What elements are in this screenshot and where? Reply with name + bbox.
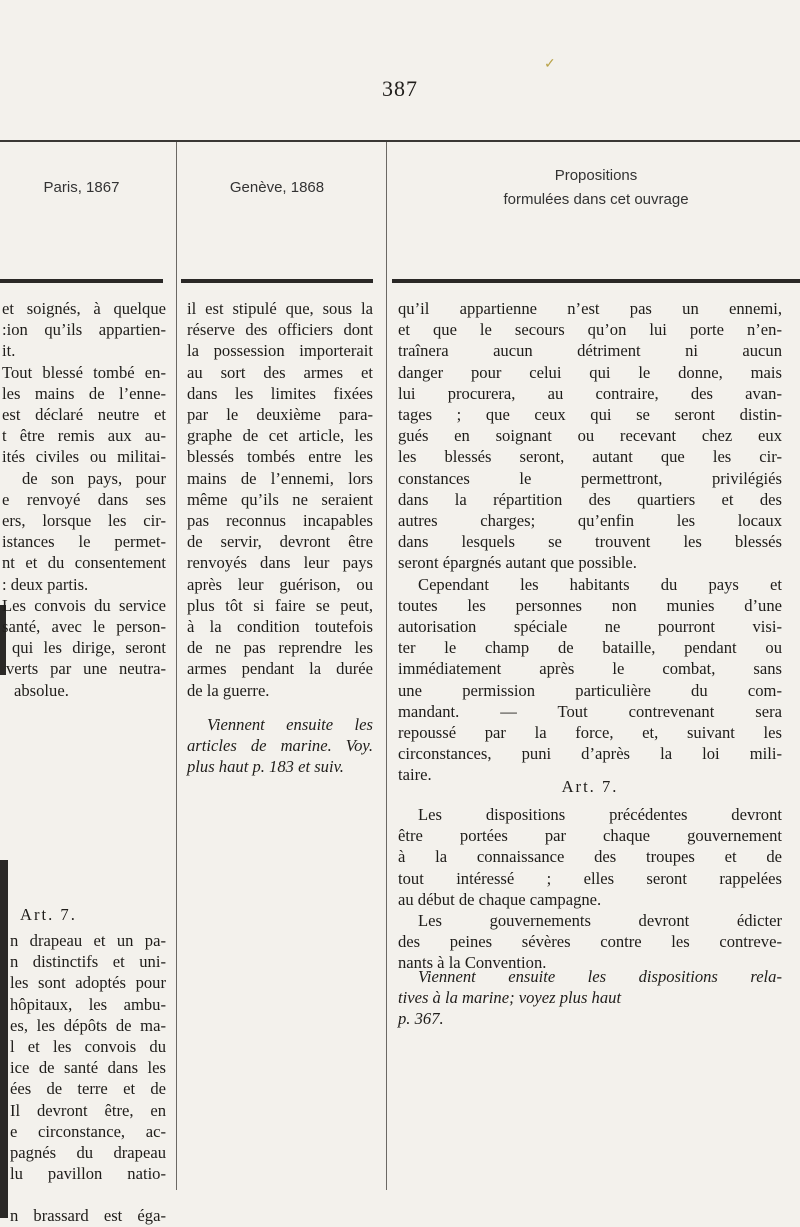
col1-line: e circonstance, ac- [10,1121,166,1141]
pen-mark: ✓ [544,57,556,72]
col1-header: Paris, 1867 [43,179,120,196]
col3-line: immédiatement après le combat, sans [398,659,782,679]
col3-note [398,966,782,1030]
col3-header-rule [392,279,800,283]
col3-line: autorisation spéciale ne pourront visi- [398,617,782,637]
col3-line: mandant. — Tout contrevenant sera [398,701,782,721]
col3-line: dans la répartition des quartiers et des [398,489,782,509]
col1-line: qui les dirige, seront [12,638,166,658]
col3-text-block-2 [398,804,782,974]
col2-text-block [187,298,373,701]
col2-line: dans les limites fixées [187,383,373,403]
col1-line: n brassard est éga- [10,1206,166,1226]
col3-header-line1: Propositions [554,167,638,184]
col1-line: absolue. [14,680,69,700]
col2-line: armes pendant la durée [187,659,373,679]
col1-line: e renvoyé dans ses [2,489,166,509]
col3-note-line: tives à la marine; voyez plus haut [398,988,622,1008]
binding-edge-lower [0,860,8,1218]
col2-line: renvoyés dans leur pays [187,553,373,573]
col3-line: Les gouvernements devront édicter [418,911,782,931]
col3-line: et que le secours qu’on lui porte n’en- [398,320,782,340]
col1-line: :ion qu’ils appartien- [2,320,166,340]
col3-line: danger pour celui qui le donne, mais [398,362,782,382]
col1-line: verts par une neutra- [6,659,166,679]
col1-line: hôpitaux, les ambu- [10,994,166,1014]
col3-line: au début de chaque campagne. [398,889,602,909]
col1-line: : deux partis. [2,574,89,594]
col1-line: lu pavillon natio- [10,1164,166,1184]
col2-line: réserve des officiers dont [187,320,373,340]
col2-note-line: Viennent ensuite les [207,715,373,734]
column-divider-2 [386,142,387,1190]
col3-header-line2: formulées dans cet ouvrage [503,191,689,208]
col2-line: après leur guérison, ou [187,574,373,594]
col3-line: lui procurera, au contraire, des avan- [398,383,782,403]
col1-line-blank [10,1184,166,1205]
col1-line: Les convois du service [2,595,166,615]
col1-line: les sont adoptés pour [10,973,166,993]
col2-line: la possession importerait [187,341,373,361]
col3-line: traînera aucun détriment ni aucun [398,341,782,361]
col3-line: toutes les personnes non munies d’une [398,595,782,615]
col3-note-line: Viennent ensuite les dispositions rela- [418,967,782,986]
col2-line: de servir, devront être [187,532,373,552]
col3-line: à la connaissance des troupes et de [398,847,782,867]
col3-line: Les dispositions précédentes devront [418,805,782,824]
col3-line: circonstances, puni d’après la loi mili- [398,744,782,764]
col3-line: gués en soignant ou recevant chez eux [398,426,782,446]
col1-text-block [2,298,166,701]
col3-line: les blessés seront, autant que les cir- [398,447,782,467]
col2-line: au sort des armes et [187,362,373,382]
col2-line: mains de l’ennemi, lors [187,468,373,488]
col1-line: istances le permet- [2,532,166,552]
col3-line: autres charges; qu’enfin les locaux [398,511,782,531]
col3-line: dans lesquels se trouvent les blessés [398,532,782,552]
col2-line: par le deuxième para- [187,405,373,425]
col3-line: des peines sévères contre les contreve- [398,932,782,952]
col1-line: Tout blessé tombé en- [2,362,166,382]
col3-line: Cependant les habitants du pays et [418,574,782,594]
col1-line: l et les convois du [10,1037,166,1057]
col3-line: nants à la Convention. [398,953,547,973]
col1-article-heading: Art. 7. [20,905,77,924]
col1-line: ice de santé dans les [10,1058,166,1078]
col3-line: une permission particulière du com- [398,680,782,700]
col2-note-line: articles de marine. Voy. [187,736,373,756]
col1-line: ités civiles ou militai- [2,447,166,467]
column-divider-1 [176,142,177,1190]
col3-text-block [398,298,782,786]
col1-line: de son pays, pour [22,468,166,488]
col3-line: repoussé par la force, et, suivant les [398,723,782,743]
col2-line: même qu’ils ne seraient [187,489,373,509]
col1-line: es, les dépôts de ma- [10,1015,166,1035]
col3-line: taire. [398,765,432,785]
col2-note [187,714,373,778]
col1-line: ers, lorsque les cir- [2,511,166,531]
col1-line: pagnés du drapeau [10,1143,166,1163]
col1-line: t être remis aux au- [2,426,166,446]
col3-line: ter le champ de bataille, pendant ou [398,638,782,658]
col1-header-rule [0,279,163,283]
col1-line: it. [2,341,16,361]
col2-header-rule [181,279,373,283]
col1-line: ées de terre et de [10,1079,166,1099]
col3-line: être portées par chaque gouvernement [398,826,782,846]
col3-header [392,164,800,212]
col2-line: il est stipulé que, sous la [187,299,373,318]
col1-line: est déclaré neutre et [2,405,166,425]
col1-line: et soignés, à quelque [2,299,166,318]
col1-line: Il devront être, en [10,1100,166,1120]
header-top-rule [0,140,800,142]
col3-note-line: p. 367. [398,1009,444,1029]
page-number: 387 [382,76,418,101]
col1-line: n distinctifs et uni- [10,952,166,972]
col1-line: les mains de l’enne- [2,383,166,403]
col3-article-heading: Art. 7. [561,777,619,796]
col1-text-block-2 [10,930,166,1227]
col1-line: santé, avec le person- [2,617,166,637]
col2-line: à la condition toutefois [187,617,373,637]
col3-line: tout intéressé ; elles seront rappelées [398,868,782,888]
col2-line: de ne pas reprendre les [187,638,373,658]
col3-line: constances le permettront, privilégiés [398,468,782,488]
col3-line: qu’il appartienne n’est pas un ennemi, [398,299,782,318]
col1-line: nt et du consentement [2,553,166,573]
col3-line: seront épargnés autant que possible. [398,553,637,573]
col2-line: de la guerre. [187,680,270,700]
col2-line: plus tôt si faire se peut, [187,595,373,615]
col2-note-line: plus haut p. 183 et suiv. [187,757,344,777]
col2-line: blessés tombés entre les [187,447,373,467]
col1-line: n drapeau et un pa- [10,931,166,950]
col3-line: tages ; que ceux qui se seront distin- [398,405,782,425]
col2-header: Genève, 1868 [229,179,325,196]
col2-line: graphe de cet article, les [187,426,373,446]
col2-line: pas reconnus incapables [187,511,373,531]
